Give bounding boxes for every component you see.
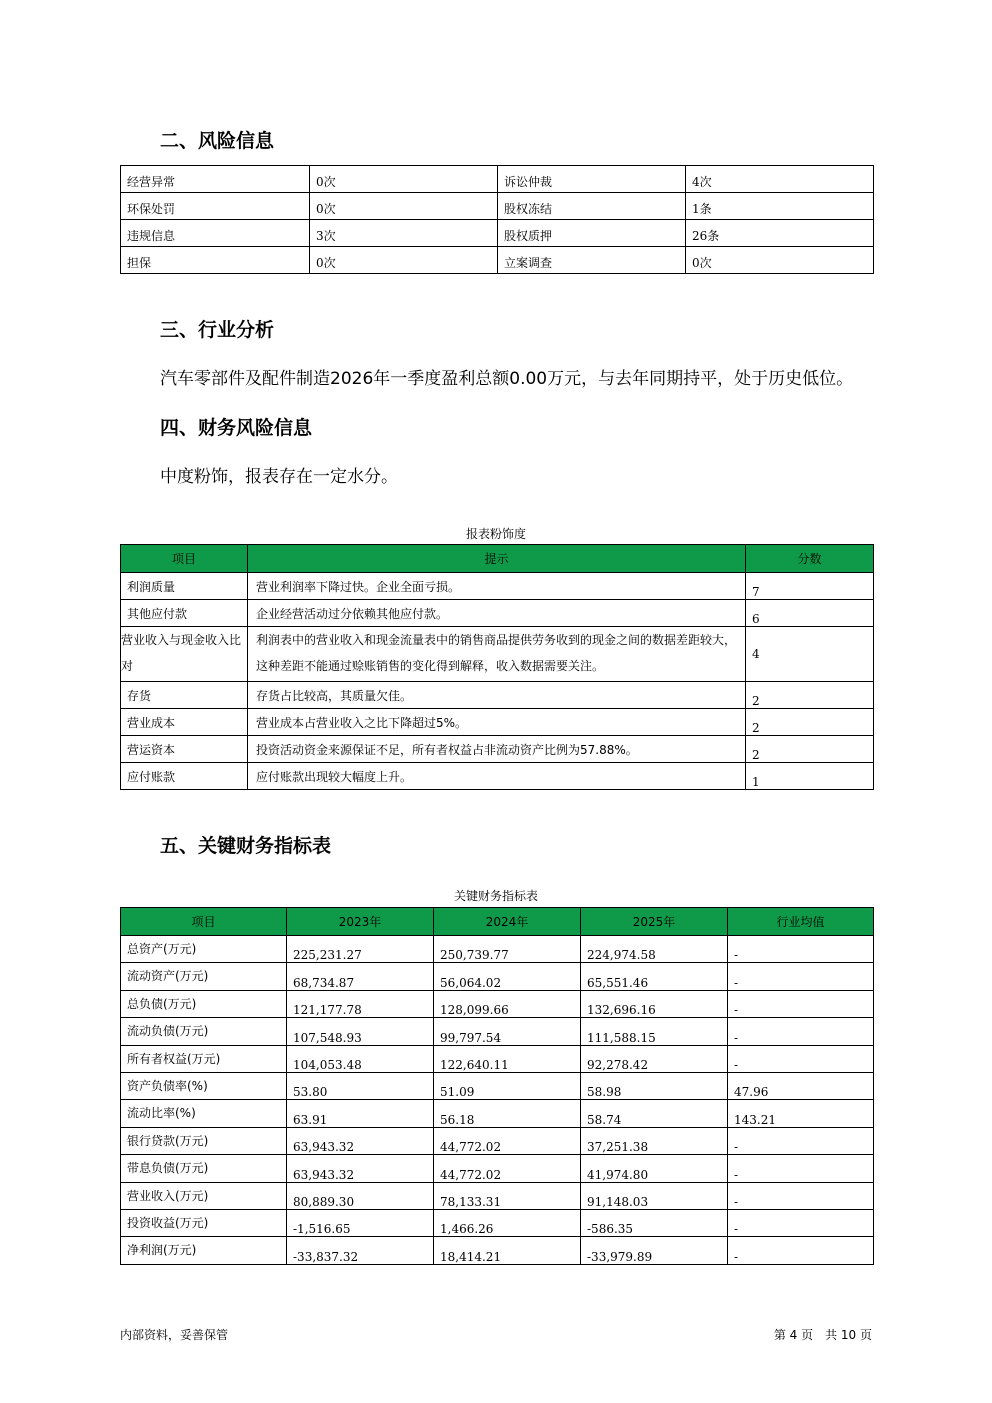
value-industry-avg: - bbox=[728, 1182, 874, 1209]
value-2025: 91,148.03 bbox=[581, 1182, 728, 1209]
value-industry-avg: - bbox=[728, 990, 874, 1017]
value-2025: -586.35 bbox=[581, 1209, 728, 1236]
section-title-risk: 二、风险信息 bbox=[160, 130, 275, 152]
header-2025: 2025年 bbox=[581, 908, 728, 936]
footer-confidential: 内部资料，妥善保管 bbox=[120, 1328, 229, 1342]
value-2023: 121,177.78 bbox=[287, 990, 434, 1017]
value-2024: 44,772.02 bbox=[434, 1127, 581, 1154]
whitewash-score: 1 bbox=[746, 763, 874, 790]
value-industry-avg: - bbox=[728, 1018, 874, 1045]
value-industry-avg: - bbox=[728, 1045, 874, 1072]
value-industry-avg: - bbox=[728, 936, 874, 963]
metric-label: 营业收入(万元) bbox=[121, 1182, 287, 1209]
risk-label: 股权冻结 bbox=[498, 193, 686, 220]
value-industry-avg: - bbox=[728, 1127, 874, 1154]
table-row bbox=[121, 1182, 874, 1209]
value-industry-avg: 143.21 bbox=[728, 1100, 874, 1127]
section-title-financial-risk: 四、财务风险信息 bbox=[160, 417, 313, 439]
header-score: 分数 bbox=[746, 545, 874, 573]
whitewash-table bbox=[120, 544, 874, 790]
risk-value: 4次 bbox=[686, 166, 874, 193]
value-2023: -33,837.32 bbox=[287, 1237, 434, 1264]
whitewash-item: 应付账款 bbox=[121, 763, 248, 790]
whitewash-hint: 存货占比较高，其质量欠佳。 bbox=[248, 682, 746, 709]
metric-label: 所有者权益(万元) bbox=[121, 1045, 287, 1072]
risk-value: 0次 bbox=[686, 247, 874, 274]
value-2025: 58.74 bbox=[581, 1100, 728, 1127]
value-2024: 78,133.31 bbox=[434, 1182, 581, 1209]
metric-label: 银行贷款(万元) bbox=[121, 1127, 287, 1154]
value-2025: 132,696.16 bbox=[581, 990, 728, 1017]
risk-label: 违规信息 bbox=[121, 220, 310, 247]
value-2024: 99,797.54 bbox=[434, 1018, 581, 1045]
metric-label: 流动比率(%) bbox=[121, 1100, 287, 1127]
whitewash-hint: 营业利润率下降过快。企业全面亏损。 bbox=[248, 573, 746, 600]
section-title-industry: 三、行业分析 bbox=[160, 319, 275, 341]
whitewash-score: 2 bbox=[746, 709, 874, 736]
value-2023: -1,516.65 bbox=[287, 1209, 434, 1236]
value-2024: 56,064.02 bbox=[434, 963, 581, 990]
risk-info-table bbox=[120, 165, 874, 274]
header-2023: 2023年 bbox=[287, 908, 434, 936]
table-row bbox=[121, 936, 874, 963]
key-financials-table bbox=[120, 907, 874, 1265]
table-row bbox=[121, 682, 874, 709]
table-row bbox=[121, 1100, 874, 1127]
risk-value: 26条 bbox=[686, 220, 874, 247]
table-caption-whitewash: 报表粉饰度 bbox=[465, 527, 526, 541]
metric-label: 净利润(万元) bbox=[121, 1237, 287, 1264]
metric-label: 流动负债(万元) bbox=[121, 1018, 287, 1045]
value-industry-avg: - bbox=[728, 963, 874, 990]
whitewash-hint: 营业成本占营业收入之比下降超过5%。 bbox=[248, 709, 746, 736]
table-row bbox=[121, 1127, 874, 1154]
value-2024: 51.09 bbox=[434, 1072, 581, 1099]
header-industry-avg: 行业均值 bbox=[728, 908, 874, 936]
value-2024: 1,466.26 bbox=[434, 1209, 581, 1236]
risk-value: 3次 bbox=[310, 220, 498, 247]
whitewash-item: 其他应付款 bbox=[121, 600, 248, 627]
value-2023: 53.80 bbox=[287, 1072, 434, 1099]
risk-label: 担保 bbox=[121, 247, 310, 274]
value-2024: 122,640.11 bbox=[434, 1045, 581, 1072]
value-2023: 63.91 bbox=[287, 1100, 434, 1127]
value-2025: 58.98 bbox=[581, 1072, 728, 1099]
risk-label: 经营异常 bbox=[121, 166, 310, 193]
value-industry-avg: - bbox=[728, 1237, 874, 1264]
header-item: 项目 bbox=[121, 908, 287, 936]
whitewash-item: 营业收入与现金收入比对 bbox=[121, 627, 248, 682]
whitewash-score: 7 bbox=[746, 573, 874, 600]
risk-label: 立案调查 bbox=[498, 247, 686, 274]
metric-label: 资产负债率(%) bbox=[121, 1072, 287, 1099]
value-2023: 80,889.30 bbox=[287, 1182, 434, 1209]
whitewash-score: 4 bbox=[746, 627, 874, 682]
value-2023: 68,734.87 bbox=[287, 963, 434, 990]
risk-label: 环保处罚 bbox=[121, 193, 310, 220]
header-2024: 2024年 bbox=[434, 908, 581, 936]
whitewash-score: 2 bbox=[746, 736, 874, 763]
whitewash-score: 6 bbox=[746, 600, 874, 627]
whitewash-hint: 应付账款出现较大幅度上升。 bbox=[248, 763, 746, 790]
whitewash-item: 利润质量 bbox=[121, 573, 248, 600]
metric-label: 流动资产(万元) bbox=[121, 963, 287, 990]
table-row bbox=[121, 627, 874, 682]
value-2023: 107,548.93 bbox=[287, 1018, 434, 1045]
table-row bbox=[121, 166, 874, 193]
whitewash-hint: 投资活动资金来源保证不足，所有者权益占非流动资产比例为57.88%。 bbox=[248, 736, 746, 763]
risk-value: 0次 bbox=[310, 247, 498, 274]
value-2025: 92,278.42 bbox=[581, 1045, 728, 1072]
metric-label: 投资收益(万元) bbox=[121, 1209, 287, 1236]
metric-label: 总资产(万元) bbox=[121, 936, 287, 963]
whitewash-hint: 利润表中的营业收入和现金流量表中的销售商品提供劳务收到的现金之间的数据差距较大，这种差距不能通过赊账销售的变化得到解释，收入数据需要关注。 bbox=[248, 627, 746, 682]
table-row bbox=[121, 1209, 874, 1236]
section-title-key-financials: 五、关键财务指标表 bbox=[160, 835, 332, 857]
industry-analysis-text: 汽车零部件及配件制造2026年一季度盈利总额0.00万元，与去年同期持平，处于历史低位。 bbox=[160, 369, 854, 389]
value-2024: 250,739.77 bbox=[434, 936, 581, 963]
footer-page-number: 第 4 页 共 10 页 bbox=[773, 1328, 872, 1342]
value-2024: 18,414.21 bbox=[434, 1237, 581, 1264]
table-row bbox=[121, 1237, 874, 1264]
value-2025: 224,974.58 bbox=[581, 936, 728, 963]
whitewash-item: 营业成本 bbox=[121, 709, 248, 736]
table-row bbox=[121, 709, 874, 736]
table-row bbox=[121, 763, 874, 790]
value-2023: 63,943.32 bbox=[287, 1127, 434, 1154]
value-2024: 56.18 bbox=[434, 1100, 581, 1127]
header-item: 项目 bbox=[121, 545, 248, 573]
whitewash-hint: 企业经营活动过分依赖其他应付款。 bbox=[248, 600, 746, 627]
table-row bbox=[121, 600, 874, 627]
value-2023: 225,231.27 bbox=[287, 936, 434, 963]
table-row bbox=[121, 573, 874, 600]
value-2025: 37,251.38 bbox=[581, 1127, 728, 1154]
risk-value: 0次 bbox=[310, 193, 498, 220]
risk-value: 0次 bbox=[310, 166, 498, 193]
table-row bbox=[121, 1045, 874, 1072]
value-industry-avg: 47.96 bbox=[728, 1072, 874, 1099]
value-2024: 44,772.02 bbox=[434, 1155, 581, 1182]
header-hint: 提示 bbox=[248, 545, 746, 573]
table-row bbox=[121, 1072, 874, 1099]
value-2025: 41,974.80 bbox=[581, 1155, 728, 1182]
table-row bbox=[121, 220, 874, 247]
value-industry-avg: - bbox=[728, 1209, 874, 1236]
value-2023: 104,053.48 bbox=[287, 1045, 434, 1072]
table-row bbox=[121, 193, 874, 220]
whitewash-item: 营运资本 bbox=[121, 736, 248, 763]
table-row bbox=[121, 1018, 874, 1045]
whitewash-item: 存货 bbox=[121, 682, 248, 709]
value-2025: 65,551.46 bbox=[581, 963, 728, 990]
table-caption-key-financials: 关键财务指标表 bbox=[453, 889, 538, 903]
table-row bbox=[121, 247, 874, 274]
value-2023: 63,943.32 bbox=[287, 1155, 434, 1182]
metric-label: 带息负债(万元) bbox=[121, 1155, 287, 1182]
table-row bbox=[121, 990, 874, 1017]
value-2024: 128,099.66 bbox=[434, 990, 581, 1017]
value-2025: 111,588.15 bbox=[581, 1018, 728, 1045]
financial-risk-summary: 中度粉饰，报表存在一定水分。 bbox=[160, 467, 398, 487]
value-industry-avg: - bbox=[728, 1155, 874, 1182]
value-2025: -33,979.89 bbox=[581, 1237, 728, 1264]
table-row bbox=[121, 736, 874, 763]
metric-label: 总负债(万元) bbox=[121, 990, 287, 1017]
risk-label: 诉讼仲裁 bbox=[498, 166, 686, 193]
risk-label: 股权质押 bbox=[498, 220, 686, 247]
whitewash-score: 2 bbox=[746, 682, 874, 709]
risk-value: 1条 bbox=[686, 193, 874, 220]
table-row bbox=[121, 1155, 874, 1182]
table-row bbox=[121, 963, 874, 990]
